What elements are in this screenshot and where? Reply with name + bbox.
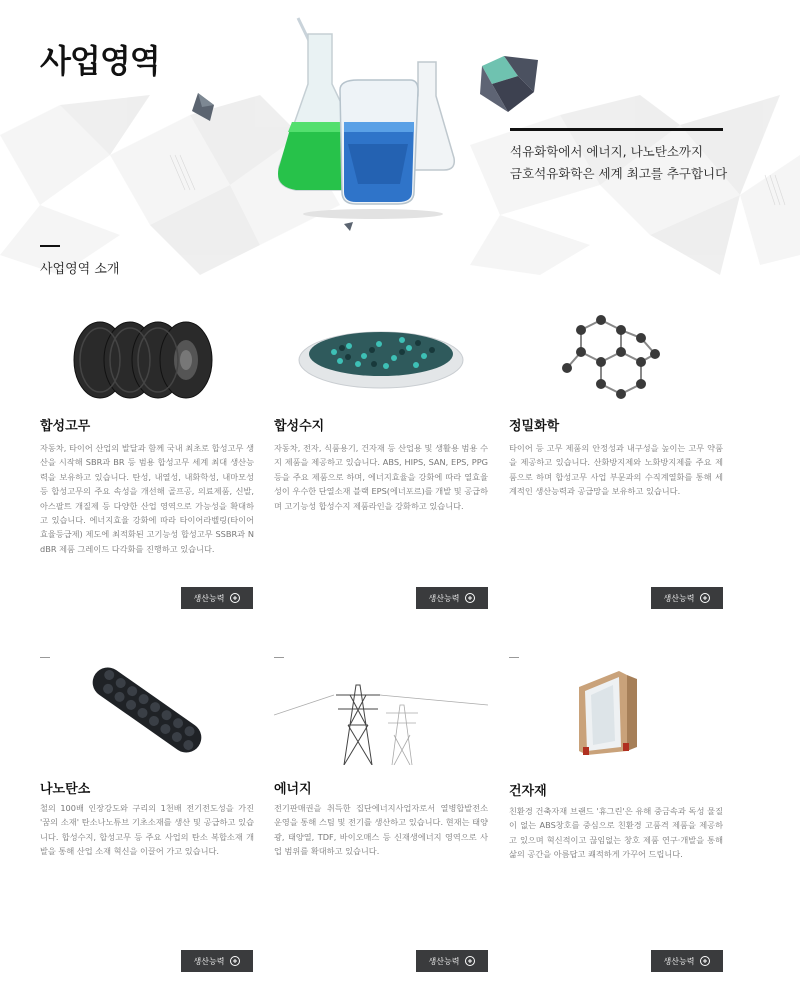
- power-tower-image: [274, 675, 488, 765]
- plus-circle-icon: [230, 593, 240, 603]
- card-title: 나노탄소: [40, 782, 91, 797]
- plus-circle-icon: [230, 956, 240, 966]
- button-label: 생산능력: [663, 956, 695, 966]
- slogan-line-1: 석유화학에서 에너지, 나노탄소까지: [510, 144, 704, 159]
- card-title: 합성수지: [274, 419, 325, 434]
- business-card-fine-chemicals: [509, 300, 723, 620]
- resin-pellets-image: [274, 310, 488, 400]
- tires-image: [40, 310, 254, 400]
- polygon-deco-icon: [344, 222, 354, 231]
- card-description: 자동차, 타이어 산업의 발달과 함께 국내 최초로 합성고무 생산을 시작해 SBR과 BR 등 범용 합성고무 세계 최대 생산능력을 보유하고 있습니다. 탄성, 내열성, 내화학성, 내마모성 등 합성고무의 주요 속성을 개선해 골프공, 의료제품, 신발, 아스팔트 개질제 등 다양한 산업 영역으로 가능성을 확대하고 있습니다. 에너지효율 강화에 따라 타이어라벨링(타이어효율등급제) 제도에 최적화된 고기능성 합성고무 SSBR과 NdBR 제품 그레이드 다각화를 진행하고 있습니다.: [40, 443, 254, 554]
- capacity-button[interactable]: [181, 950, 253, 972]
- polygon-deco-icon: [192, 93, 218, 123]
- capacity-button[interactable]: [181, 587, 253, 609]
- polygon-deco-icon: [478, 56, 542, 112]
- capacity-button[interactable]: [651, 950, 723, 972]
- business-card-nano-carbon: [40, 657, 254, 987]
- carbon-nanotube-image: [40, 665, 254, 755]
- card-title: 에너지: [274, 782, 312, 797]
- intro-rule: [40, 245, 60, 247]
- button-label: 생산능력: [428, 593, 460, 603]
- business-card-energy: [274, 657, 488, 987]
- card-description: 전기판매권을 취득한 집단에너지사업자로서 열병합발전소 운영을 통해 스팀 및 전기를 생산하고 있습니다. 현재는 태양광, 태양열, TDF, 바이오매스 등 신재생에너지 영역으로 사업 범위를 확대하고 있습니다.: [274, 803, 488, 857]
- capacity-button[interactable]: [416, 950, 488, 972]
- card-description: 타이어 등 고무 제품의 안정성과 내구성을 높이는 고무 약품을 제공하고 있습니다. 산화방지제와 노화방지제를 주요 제품으로 하며 합성고무 사업 부문과의 수직계열화를 통해 세계적인 생산능력과 공급망을 보유하고 있습니다.: [509, 443, 723, 497]
- button-label: 생산능력: [193, 593, 225, 603]
- page-title: 사업영역: [40, 42, 160, 80]
- plus-circle-icon: [700, 956, 710, 966]
- window-frame-image: [509, 667, 723, 757]
- button-label: 생산능력: [193, 956, 225, 966]
- capacity-button[interactable]: [416, 587, 488, 609]
- button-label: 생산능력: [663, 593, 695, 603]
- capacity-button[interactable]: [651, 587, 723, 609]
- plus-circle-icon: [465, 956, 475, 966]
- plus-circle-icon: [700, 593, 710, 603]
- card-description: 철의 100배 인장강도와 구리의 1천배 전기전도성을 가진 '꿈의 소재' 탄소나노튜브 기초소재를 생산 및 공급하고 있습니다. 합성수지, 합성고무 등 주요 사업의 탄소 복합소재 개발을 통해 산업 소재 혁신을 이끌어 가고 있습니다.: [40, 803, 254, 857]
- slogan-line-2: 금호석유화학은 세계 최고를 추구합니다: [510, 166, 728, 181]
- card-divider: [274, 657, 284, 658]
- card-title: 합성고무: [40, 419, 91, 434]
- lab-flasks-image: [278, 14, 468, 219]
- card-divider: [509, 657, 519, 658]
- card-description: 자동차, 전자, 식품용기, 건자재 등 산업용 및 생활용 범용 수지 제품을 제공하고 있습니다. ABS, HIPS, SAN, EPS, PPG 등을 주요 제품으로 하며, 에너지효율을 강화에 따라 열효율성이 우수한 단열소재 블랙 EPS(에너포르)를 개발 및 공급하며 고기능성 합성수지 제품라인을 강화하고 있습니다.: [274, 443, 488, 511]
- slogan: [510, 141, 770, 185]
- business-card-synthetic-rubber: [40, 300, 254, 620]
- hero-section: [0, 0, 800, 275]
- plus-circle-icon: [465, 593, 475, 603]
- button-label: 생산능력: [428, 956, 460, 966]
- card-description: 친환경 건축자재 브랜드 '휴그린'은 유해 중금속과 독성 물질이 없는 ABS창호를 중심으로 친환경 고품격 제품을 제공하고 있으며 혁신적이고 끊임없는 창호 제품 연구·개발을 통해 삶의 공간을 아름답고 쾌적하게 가꾸어 드립니다.: [509, 806, 723, 860]
- business-card-building-materials: [509, 657, 723, 987]
- molecule-image: [509, 310, 723, 400]
- slogan-rule: [510, 128, 723, 131]
- intro-title: 사업영역 소개: [40, 262, 120, 277]
- card-title: 건자재: [509, 784, 547, 799]
- card-title: 정밀화학: [509, 419, 560, 434]
- business-card-synthetic-resin: [274, 300, 488, 620]
- card-divider: [40, 657, 50, 658]
